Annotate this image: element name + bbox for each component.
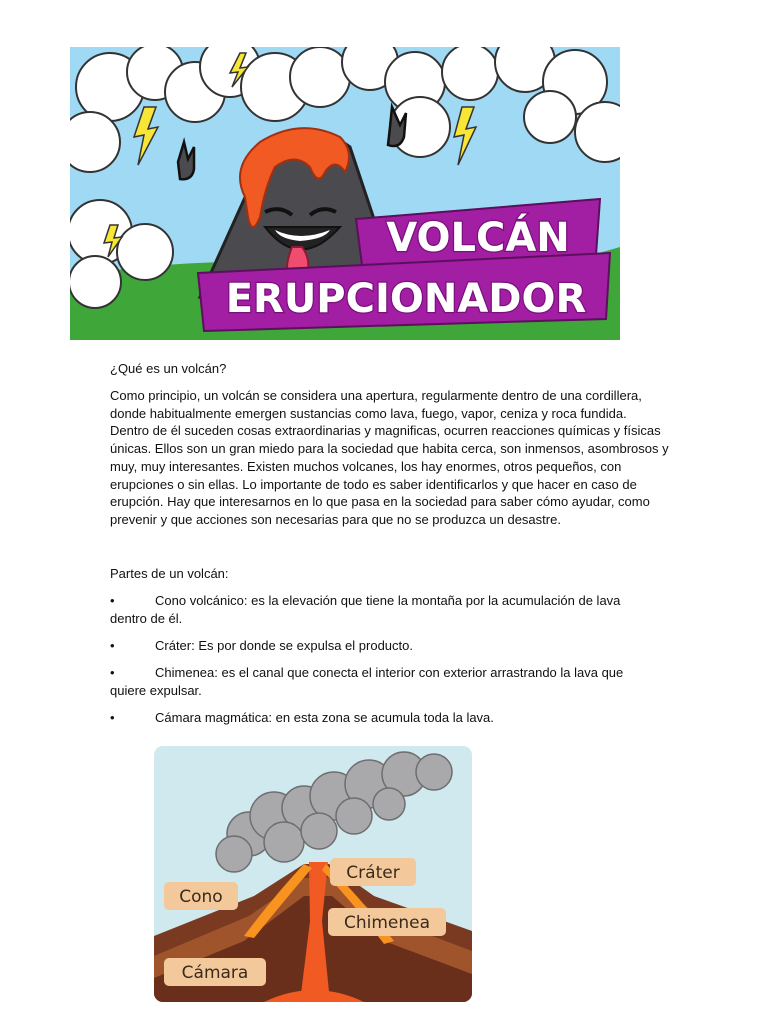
intro-line: erupción. Hay que interesarnos en lo que pasa en la sociedad para saber cómo ayudar, como	[110, 494, 650, 510]
intro-paragraph	[110, 387, 670, 529]
list-item	[110, 664, 670, 699]
intro-line: prevenir y que acciones son necesarias para que no se produzca un desastre.	[110, 511, 561, 527]
bullet-icon: •	[110, 665, 115, 680]
bullet-icon: •	[110, 710, 115, 725]
banner-title-line2: ERUPCIONADOR	[225, 276, 587, 322]
intro-line: donde habitualmente emergen sustancias como lava, fuego, vapor, ceniza y roca fundida.	[110, 405, 627, 421]
intro-line: Como principio, un volcán se considera una apertura, regularmente dentro de una cordillera,	[110, 388, 642, 403]
question-heading: ¿Qué es un volcán?	[110, 361, 227, 376]
list-item	[110, 637, 670, 655]
label-cono-text: Cono	[179, 887, 223, 907]
label-camara	[164, 958, 266, 986]
intro-line: Dentro de él suceden cosas extraordinarias y magnificas, ocurren reacciones químicas y físicas	[110, 423, 661, 439]
list-item-text: Cono volcánico: es la elevación que tiene la montaña por la acumulación de lava	[155, 593, 621, 608]
list-item-text-cont: quiere expulsar.	[110, 682, 202, 698]
intro-line: muy, muy interesantes. Existen muchos volcanes, los hay enormes, otros pequeños, con	[110, 458, 622, 474]
list-item-text: Chimenea: es el canal que conecta el interior con exterior arrastrando la lava que	[155, 665, 624, 680]
label-crater	[330, 858, 416, 886]
list-item	[110, 592, 670, 627]
list-item-text-cont: dentro de él.	[110, 610, 183, 626]
banner-title-line1: VOLCÁN	[386, 215, 570, 261]
list-item	[110, 709, 670, 727]
list-item-text: Cámara magmática: en esta zona se acumula toda la lava.	[155, 710, 494, 725]
label-crater-text: Cráter	[346, 863, 400, 883]
banner-illustration	[70, 47, 620, 340]
parts-heading: Partes de un volcán:	[110, 566, 229, 581]
label-camara-text: Cámara	[181, 963, 249, 983]
bullet-icon: •	[110, 638, 115, 653]
label-chimenea-text: Chimenea	[343, 913, 431, 933]
list-item-text: Cráter: Es por donde se expulsa el producto.	[155, 638, 413, 653]
volcano-diagram	[154, 746, 472, 1002]
intro-line: erupciones o sin ellas. Lo importante de todo es saber identificarlos y que hacer en caso de	[110, 476, 637, 492]
intro-line: únicas. Ellos son un gran miedo para la sociedad que habita cerca, son inmensos, asombrosos y	[110, 441, 669, 457]
label-chimenea	[328, 908, 446, 936]
bullet-icon: •	[110, 593, 115, 608]
label-cono	[164, 882, 238, 910]
